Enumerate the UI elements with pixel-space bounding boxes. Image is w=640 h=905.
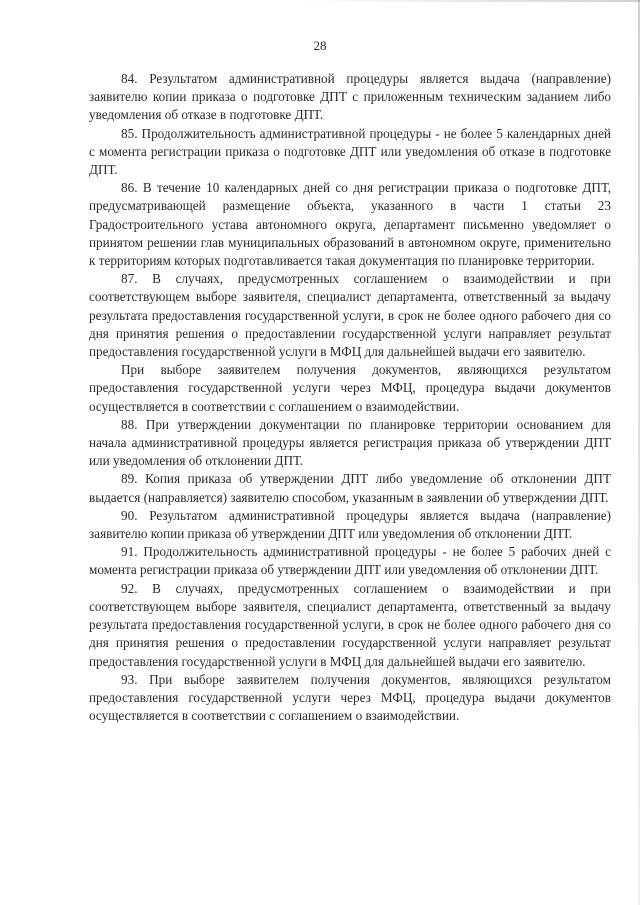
paragraph-85: 85. Продолжительность административной процедуры - не более 5 календарных дней с момента регистрации приказа о подготовке ДПТ или уведомления об отказе в подготовке ДПТ. xyxy=(89,125,611,178)
paragraph-87: 87. В случаях, предусмотренных соглашением о взаимодействии и при соответствующем выборе заявителя, специалист департамента, ответственный за выдачу результата предоставления государственной услуги, в срок не более одного рабочего дня со дня принятия решения о предоставлении государственной услуги направляет результат предоставления государственной услуги в МФЦ для дальнейшей выдачи его заявителю. xyxy=(89,271,611,360)
paragraph-90: 90. Результатом административной процедуры является выдача (направление) заявителю копии приказа об утверждении ДПТ или уведомления об отклонении ДПТ. xyxy=(89,507,611,542)
paragraph-86: 86. В течение 10 календарных дней со дня регистрации приказа о подготовке ДПТ, предусматривающей размещение объекта, указанного в части 1 статьи 23 Градостроительного устава автономного округа, департамент письменно уведомляет о принятом решении глав муниципальных образований в автономном округе, применительно к территориям которых подготавливается такая документация по планировке территории. xyxy=(89,180,611,269)
paragraph-88: 88. При утверждении документации по планировке территории основанием для начала административной процедуры является регистрация приказа об утверждении ДПТ или уведомления об отклонении ДПТ. xyxy=(89,416,611,469)
scan-edge-top xyxy=(300,0,640,2)
paragraph-91: 91. Продолжительность административной процедуры - не более 5 рабочих дней с момента регистрации приказа об утверждении ДПТ или уведомления об отклонении ДПТ. xyxy=(89,544,611,578)
paragraph-89: 89. Копия приказа об утверждении ДПТ либо уведомление об отклонении ДПТ выдается (направляется) заявителю способом, указанным в заявлении об утверждении ДПТ. xyxy=(89,471,611,505)
document-body xyxy=(89,70,611,725)
paragraph-87-continuation: При выборе заявителем получения документов, являющихся результатом предоставления государственной услуги через МФЦ, процедура выдачи документов осуществляется в соответствии с соглашением о взаимодействии. xyxy=(89,362,611,414)
paragraph-92: 92. В случаях, предусмотренных соглашением о взаимодействии и при соответствующем выборе заявителя, специалист департамента, ответственный за выдачу результата предоставления государственной услуги, в срок не более одного рабочего дня со дня принятия решения о предоставлении государственной услуги направляет результат предоставления государственной услуги в МФЦ для дальнейшей выдачи его заявителю. xyxy=(89,580,611,669)
page-number: 28 xyxy=(313,38,327,53)
paragraph-93: 93. При выборе заявителем получения документов, являющихся результатом предоставления государственной услуги через МФЦ, процедура выдачи документов осуществляется в соответствии с соглашением о взаимодействии. xyxy=(89,671,611,724)
paragraph-84: 84. Результатом административной процедуры является выдача (направление) заявителю копии приказа о подготовке ДПТ с приложенным техническим заданием либо уведомления об отказе в подготовке ДПТ. xyxy=(89,71,611,123)
